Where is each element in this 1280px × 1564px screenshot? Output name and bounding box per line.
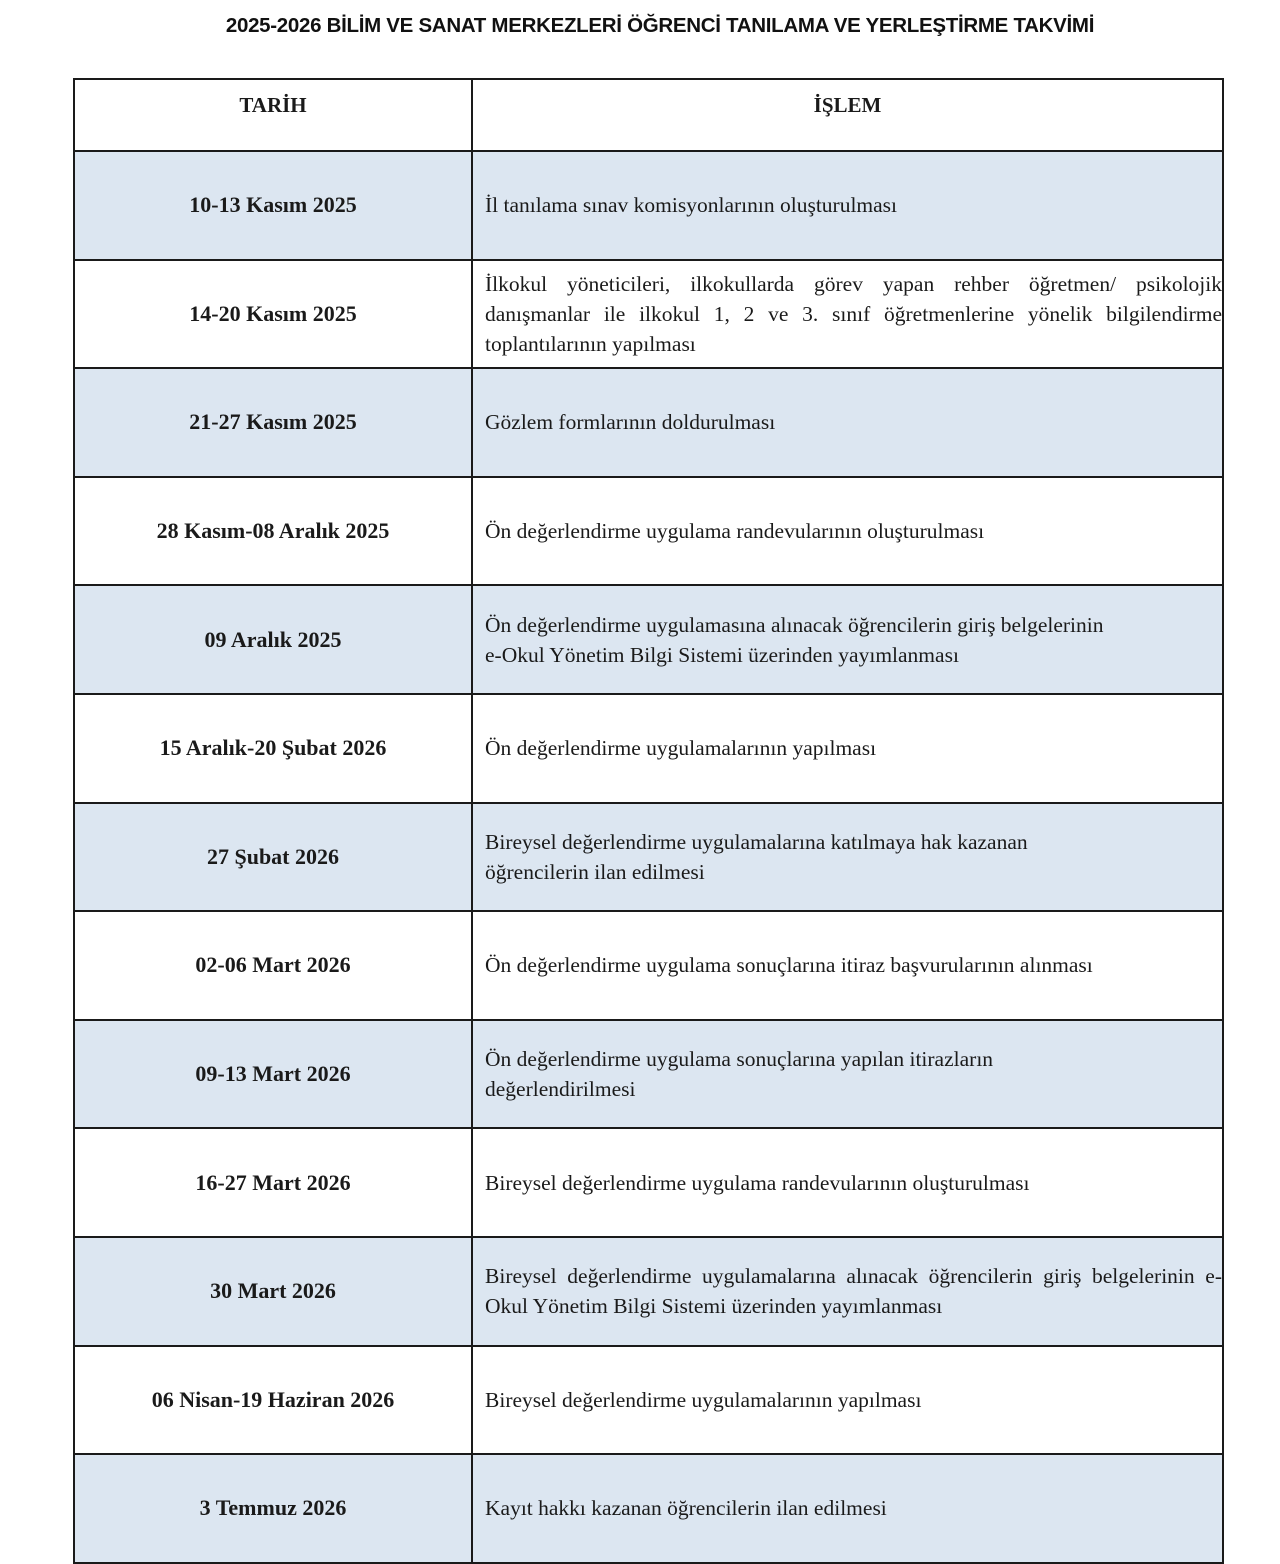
table-header (74, 79, 1223, 151)
date-cell: 06 Nisan-19 Haziran 2026 (74, 1346, 472, 1455)
date-cell: 10-13 Kasım 2025 (74, 151, 472, 260)
table-row (74, 1128, 1223, 1237)
table-row (74, 585, 1223, 694)
table-row (74, 1020, 1223, 1129)
action-cell (472, 911, 1223, 1020)
action-cell (472, 1237, 1223, 1346)
action-text: Bireysel değerlendirme uygulamalarına katılmaya hak kazanan öğrencilerin ilan edilmesi (485, 829, 1028, 884)
date-cell: 27 Şubat 2026 (74, 803, 472, 912)
table-row (74, 1237, 1223, 1346)
action-text: Ön değerlendirme uygulama sonuçlarına yapılan itirazların değerlendirilmesi (485, 1047, 994, 1102)
action-text: İlkokul yöneticileri, ilkokullarda görev yapan rehber öğretmen/ psikolojik danışmanlar ile ilkokul 1, 2 ve 3. sınıf öğretmenlerine yönelik bilgilendirme toplantılarının yapılması (485, 271, 1222, 356)
date-cell: 28 Kasım-08 Aralık 2025 (74, 477, 472, 586)
date-cell: 3 Temmuz 2026 (74, 1454, 472, 1563)
action-cell (472, 1454, 1223, 1563)
action-text: Ön değerlendirme uygulamasına alınacak öğrencilerin giriş belgelerinin e-Okul Yönetim Bilgi Sistemi üzerinden yayımlanması (485, 612, 1104, 667)
action-cell (472, 477, 1223, 586)
action-cell (472, 1128, 1223, 1237)
table-row (74, 803, 1223, 912)
table-row (74, 260, 1223, 369)
table-body (74, 151, 1223, 1563)
table-row (74, 694, 1223, 803)
action-text: Ön değerlendirme uygulama randevularının oluşturulması (485, 519, 985, 544)
date-cell: 02-06 Mart 2026 (74, 911, 472, 1020)
table-row (74, 151, 1223, 260)
action-text: Gözlem formlarının doldurulması (485, 410, 776, 435)
table-row (74, 368, 1223, 477)
action-cell (472, 803, 1223, 912)
header-date: TARİH (74, 79, 472, 151)
action-text: Bireysel değerlendirme uygulama randevularının oluşturulması (485, 1170, 1030, 1195)
action-text: Kayıt hakkı kazanan öğrencilerin ilan edilmesi (485, 1496, 887, 1521)
action-cell (472, 1346, 1223, 1455)
date-cell: 14-20 Kasım 2025 (74, 260, 472, 369)
date-cell: 09-13 Mart 2026 (74, 1020, 472, 1129)
header-row (74, 79, 1223, 151)
table-row (74, 1454, 1223, 1563)
document-title: 2025-2026 BİLİM VE SANAT MERKEZLERİ ÖĞRENCİ TANILAMA VE YERLEŞTİRME TAKVİMİ (225, 14, 1095, 37)
action-cell (472, 151, 1223, 260)
date-cell: 30 Mart 2026 (74, 1237, 472, 1346)
action-cell (472, 585, 1223, 694)
action-text: Bireysel değerlendirme uygulamalarının yapılması (485, 1387, 922, 1412)
table-row (74, 911, 1223, 1020)
action-cell (472, 368, 1223, 477)
date-cell: 21-27 Kasım 2025 (74, 368, 472, 477)
date-cell: 16-27 Mart 2026 (74, 1128, 472, 1237)
action-cell (472, 260, 1223, 369)
action-text: Ön değerlendirme uygulamalarının yapılması (485, 736, 877, 761)
action-cell (472, 1020, 1223, 1129)
table-row (74, 1346, 1223, 1455)
action-text: Ön değerlendirme uygulama sonuçlarına itiraz başvurularının alınması (485, 953, 1093, 978)
date-cell: 09 Aralık 2025 (74, 585, 472, 694)
action-text: Bireysel değerlendirme uygulamalarına alınacak öğrencilerin giriş belgelerinin e-Okul Yönetim Bilgi Sistemi üzerinden yayımlanması (485, 1264, 1222, 1319)
header-action: İŞLEM (472, 79, 1223, 151)
action-text: İl tanılama sınav komisyonlarının oluşturulması (485, 193, 898, 218)
table-row (74, 477, 1223, 586)
action-cell (472, 694, 1223, 803)
date-cell: 15 Aralık-20 Şubat 2026 (74, 694, 472, 803)
schedule-table (73, 78, 1224, 1564)
